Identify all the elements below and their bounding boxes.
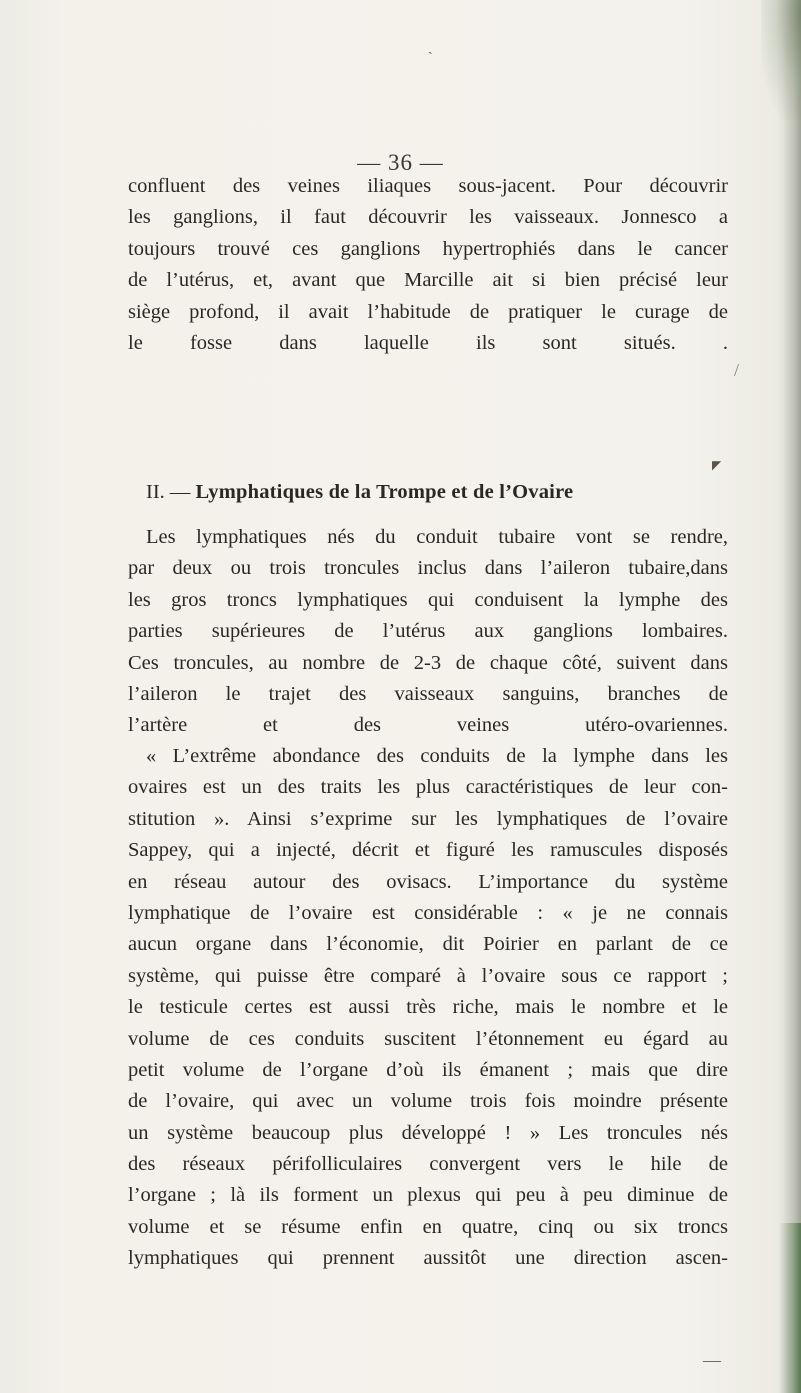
text-line: des réseaux périfolliculaires convergent vers le hile de	[128, 1153, 728, 1176]
text-line: ovaires est un des traits les plus caractéristiques de leur con-	[128, 776, 728, 799]
page-number: — 36 —	[357, 150, 444, 175]
text-line: aucun organe dans l’économie, dit Poirier en parlant de ce	[128, 933, 728, 956]
section-heading	[146, 481, 746, 504]
text-line: confluent des veines iliaques sous-jacent. Pour découvrir	[128, 175, 728, 197]
text-line: siège profond, il avait l’habitude de pratiquer le curage de	[128, 300, 728, 323]
text-line: le testicule certes est aussi très riche, mais le nombre et le	[128, 996, 728, 1019]
text-line: toujours trouvé ces ganglions hypertrophiés dans le cancer	[128, 237, 728, 260]
paragraph-2	[128, 522, 728, 742]
page-stain-top	[761, 0, 801, 120]
text-line: volume de ces conduits suscitent l’étonnement eu égard au	[128, 1027, 728, 1050]
text-line: système, qui puisse être comparé à l’ovaire sous ce rapport ;	[128, 964, 728, 987]
paragraph-3	[128, 741, 728, 1275]
section-number: II. —	[146, 481, 191, 503]
text-line: Ces troncules, au nombre de 2-3 de chaque côté, suivent dans	[128, 651, 728, 674]
text-line: le fosse dans laquelle ils sont situés. .	[128, 331, 728, 354]
text-line: l’artère et des veines utéro-ovariennes.	[128, 714, 728, 737]
text-line: stitution ». Ainsi s’exprime sur les lymphatiques de l’ovaire	[128, 807, 728, 830]
print-speck: ◤	[712, 458, 722, 472]
text-line: de l’ovaire, qui avec un volume trois fois moindre présente	[128, 1090, 728, 1113]
text-line: de l’utérus, et, avant que Marcille ait si bien précisé leur	[128, 269, 728, 292]
text-line: volume et se résume enfin en quatre, cinq ou six troncs	[128, 1215, 728, 1238]
print-speck: —	[703, 1350, 721, 1370]
section-title: Lymphatiques de la Trompe et de l’Ovaire	[195, 481, 574, 503]
text-line: l’aileron le trajet des vaisseaux sanguins, branches de	[128, 682, 728, 705]
page-stain-bottom	[779, 1223, 801, 1393]
text-line: parties supérieures de l’utérus aux ganglions lombaires.	[128, 620, 728, 643]
text-line: « L’extrême abondance des conduits de la lymphe dans les	[146, 745, 728, 767]
text-line: par deux ou trois troncules inclus dans l’aileron tubaire,dans	[128, 557, 728, 580]
text-line: lymphatique de l’ovaire est considérable : « je ne connais	[128, 901, 728, 924]
text-line: les gros troncs lymphatiques qui conduisent la lymphe des	[128, 588, 728, 611]
text-line: Sappey, qui a injecté, décrit et figuré les ramuscules disposés	[128, 839, 728, 862]
text-line: petit volume de l’organe d’où ils émanent ; mais que dire	[128, 1058, 728, 1081]
paragraph-1	[128, 171, 728, 359]
text-line: l’organe ; là ils forment un plexus qui peu à peu diminue de	[128, 1184, 728, 1207]
text-line: un système beaucoup plus développé ! » Les troncules nés	[128, 1121, 728, 1144]
page-edge-shadow	[783, 0, 801, 1393]
print-speck: ˎ	[428, 40, 433, 55]
text-line: lymphatiques qui prennent aussitôt une direction ascen-	[128, 1247, 728, 1270]
print-speck: /	[734, 360, 740, 380]
text-line: les ganglions, il faut découvrir les vaisseaux. Jonnesco a	[128, 206, 728, 229]
text-line: Les lymphatiques nés du conduit tubaire vont se rendre,	[146, 526, 728, 548]
text-line: en réseau autour des ovisacs. L’importance du système	[128, 870, 728, 893]
